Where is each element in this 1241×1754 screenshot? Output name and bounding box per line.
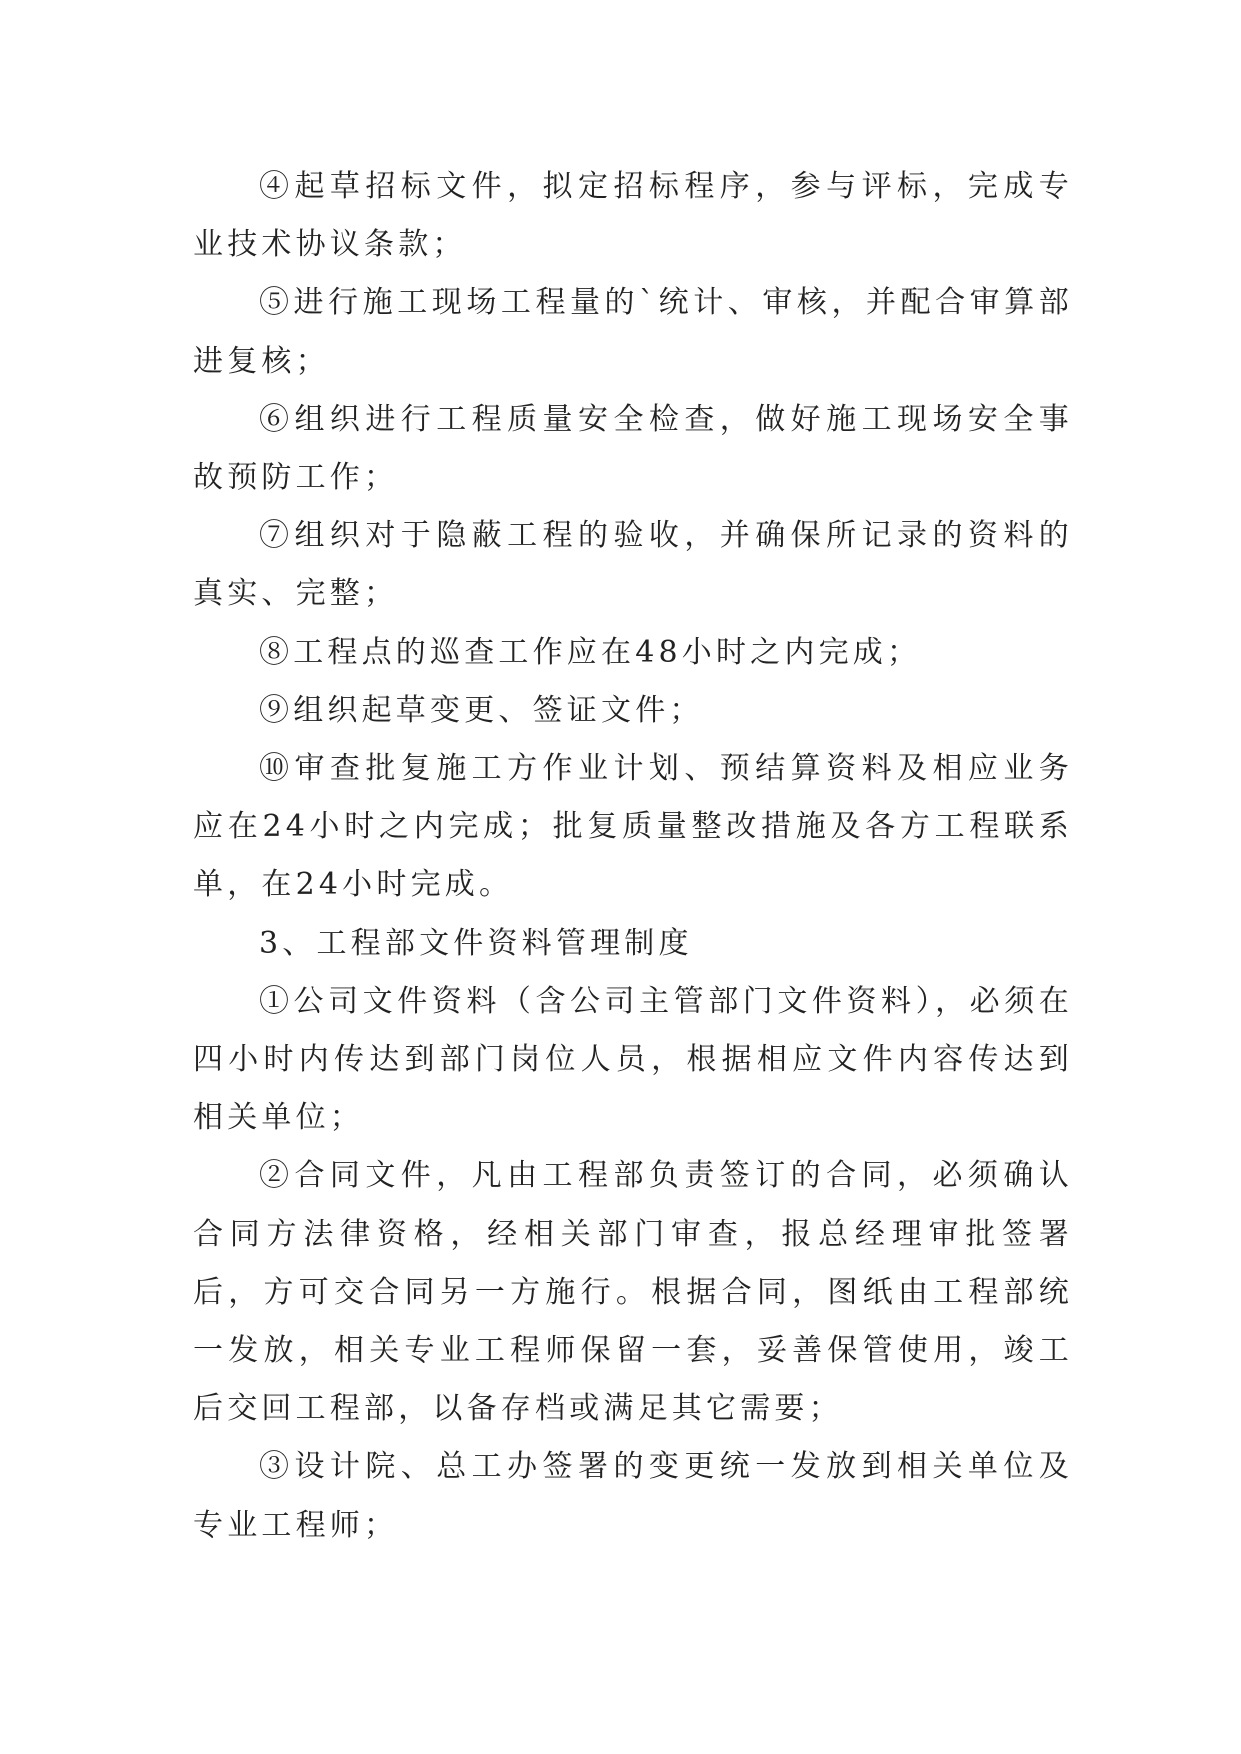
paragraph-item-10: ⑩审查批复施工方作业计划、预结算资料及相应业务应在24小时之内完成；批复质量整改措施及各方工程联系单，在24小时完成。 (193, 751, 1073, 903)
paragraph-item-2: ②合同文件，凡由工程部负责签订的合同，必须确认合同方法律资格，经相关部门审查，报总经理审批签署后，方可交合同另一方施行。根据合同，图纸由工程部统一发放，相关专业工程师保留一套，妥善保管使用，竣工后交回工程部，以备存档或满足其它需要； (193, 1158, 1073, 1427)
paragraph-item-8: ⑧工程点的巡查工作应在48小时之内完成； (259, 634, 922, 670)
paragraph-item-9: ⑨组织起草变更、签证文件； (259, 692, 704, 728)
paragraph-item-5: ⑤进行施工现场工程量的`统计、审核，并配合审算部进复核； (193, 285, 1073, 379)
section-heading: 3、工程部文件资料管理制度 (259, 925, 693, 961)
paragraph-item-7: ⑦组织对于隐蔽工程的验收，并确保所记录的资料的真实、完整； (193, 518, 1073, 612)
paragraph-item-6: ⑥组织进行工程质量安全检查，做好施工现场安全事故预防工作； (193, 401, 1073, 496)
paragraph-item-4: ④起草招标文件，拟定招标程序，参与评标，完成专业技术协议条款； (193, 169, 1073, 263)
document-body (193, 158, 1073, 1555)
paragraph-item-1: ①公司文件资料（含公司主管部门文件资料），必须在四小时内传达到部门岗位人员，根据相应文件内容传达到相关单位； (193, 983, 1073, 1136)
paragraph-item-3: ③设计院、总工办签署的变更统一发放到相关单位及专业工程师； (193, 1449, 1073, 1543)
